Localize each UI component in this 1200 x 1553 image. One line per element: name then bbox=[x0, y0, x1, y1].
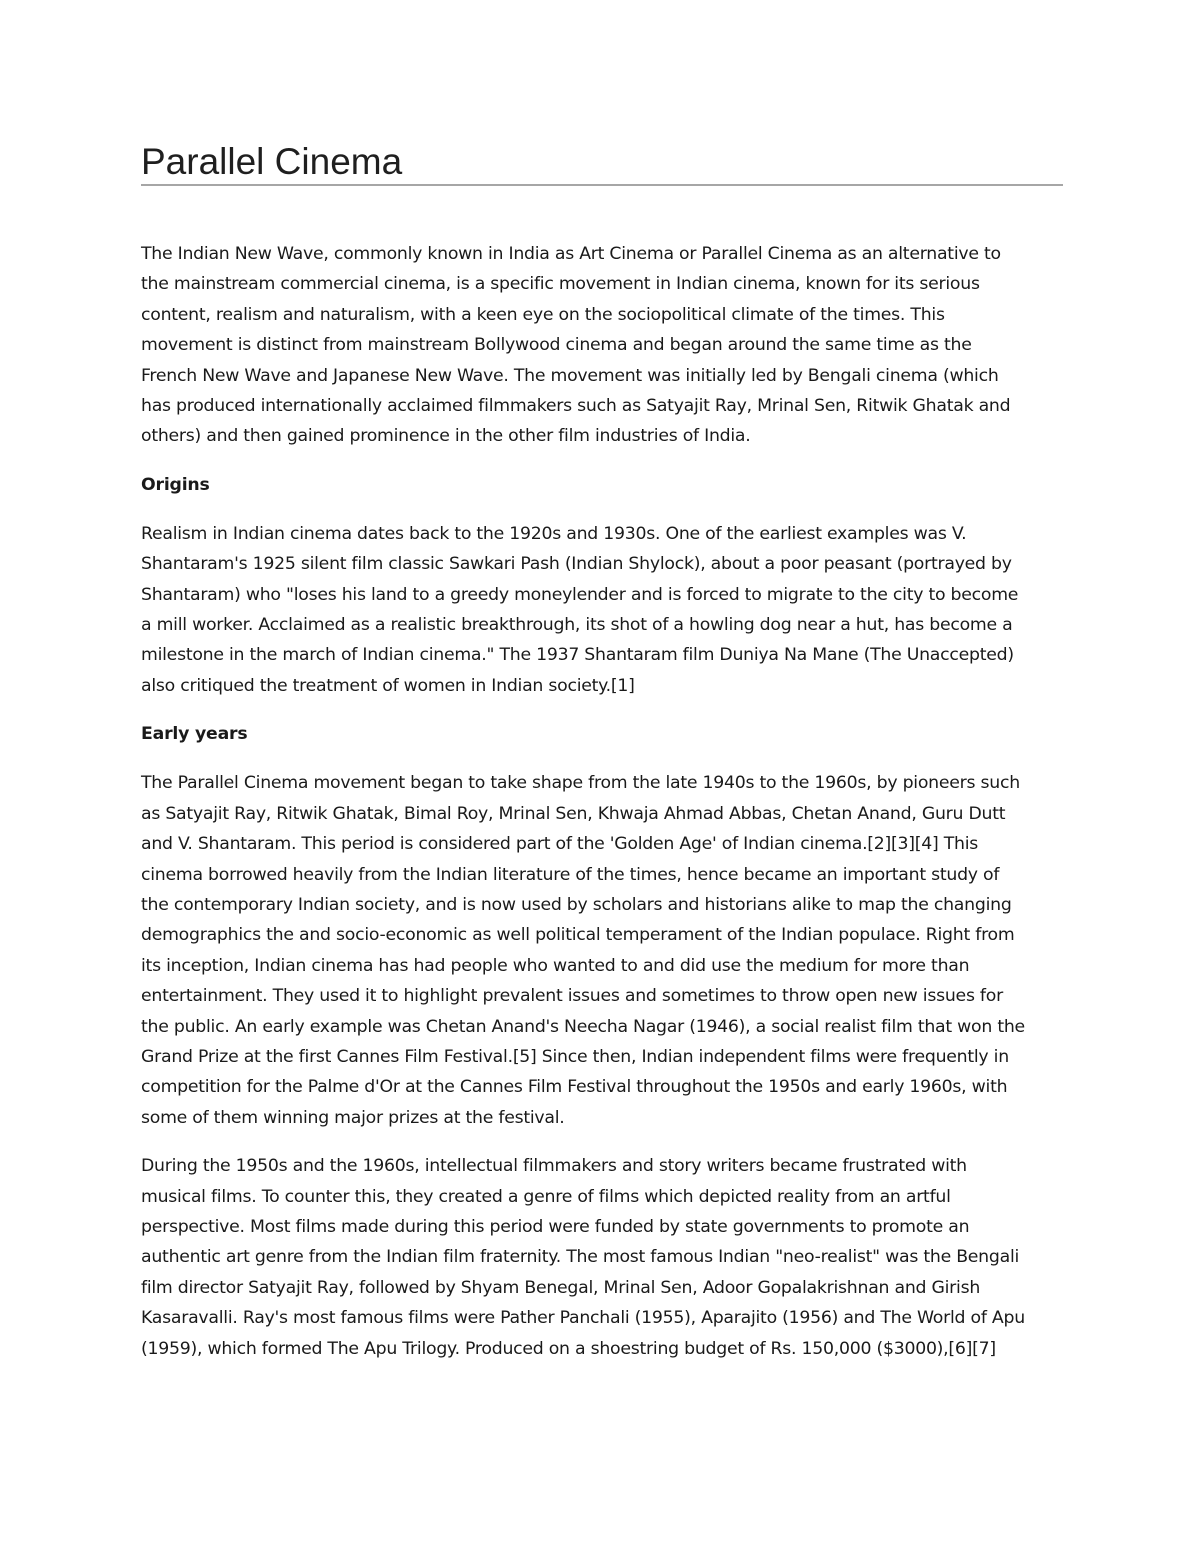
early-years-paragraph-2 bbox=[141, 1151, 1063, 1364]
text-line: perspective. Most films made during this period were funded by state governments to promote an bbox=[141, 1216, 970, 1237]
document-title: Parallel Cinema bbox=[141, 141, 403, 182]
text-line: its inception, Indian cinema has had people who wanted to and did use the medium for more than bbox=[141, 955, 970, 976]
text-line: as Satyajit Ray, Ritwik Ghatak, Bimal Roy, Mrinal Sen, Khwaja Ahmad Abbas, Chetan Anand, Guru Dutt bbox=[141, 803, 1006, 824]
text-line: The Parallel Cinema movement began to take shape from the late 1940s to the 1960s, by pioneers such bbox=[141, 773, 1020, 794]
text-line: authentic art genre from the Indian film fraternity. The most famous Indian "neo-realist" was the Bengali bbox=[141, 1247, 1020, 1268]
section-heading-early-years: Early years bbox=[141, 724, 248, 745]
text-line: Shantaram) who "loses his land to a greedy moneylender and is forced to migrate to the city to become bbox=[141, 584, 1019, 605]
origins-paragraph bbox=[141, 519, 1063, 701]
text-line: movement is distinct from mainstream Bollywood cinema and began around the same time as the bbox=[141, 335, 972, 356]
text-line: The Indian New Wave, commonly known in India as Art Cinema or Parallel Cinema as an alternative to bbox=[141, 244, 1001, 264]
title-underline bbox=[141, 184, 1063, 186]
section-heading-origins: Origins bbox=[141, 474, 210, 495]
text-line: some of them winning major prizes at the festival. bbox=[141, 1107, 565, 1128]
text-line: the contemporary Indian society, and is now used by scholars and historians alike to map the changing bbox=[141, 894, 1012, 915]
text-line: During the 1950s and the 1960s, intellectual filmmakers and story writers became frustrated with bbox=[141, 1156, 967, 1177]
text-line: milestone in the march of Indian cinema." The 1937 Shantaram film Duniya Na Mane (The Unaccepted) bbox=[141, 645, 1014, 666]
text-line: the mainstream commercial cinema, is a specific movement in Indian cinema, known for its serious bbox=[141, 274, 980, 295]
text-line: Grand Prize at the first Cannes Film Festival.[5] Since then, Indian independent films were frequently in bbox=[141, 1046, 1009, 1067]
text-line: Kasaravalli. Ray's most famous films were Pather Panchali (1955), Aparajito (1956) and The World of Apu bbox=[141, 1308, 1025, 1329]
text-line: demographics the and socio-economic as well political temperament of the Indian populace. Right from bbox=[141, 925, 1015, 946]
text-line: (1959), which formed The Apu Trilogy. Produced on a shoestring budget of Rs. 150,000 ($3000),[6][7] bbox=[141, 1338, 996, 1359]
intro-paragraph bbox=[141, 239, 1063, 452]
text-line: the public. An early example was Chetan Anand's Neecha Nagar (1946), a social realist film that won the bbox=[141, 1016, 1025, 1037]
text-line: also critiqued the treatment of women in Indian society.[1] bbox=[141, 675, 635, 696]
text-line: a mill worker. Acclaimed as a realistic breakthrough, its shot of a howling dog near a hut, has become a bbox=[141, 615, 1013, 636]
early-years-paragraph-1 bbox=[141, 768, 1063, 1133]
text-line: film director Satyajit Ray, followed by Shyam Benegal, Mrinal Sen, Adoor Gopalakrishnan and Girish bbox=[141, 1277, 981, 1298]
text-line: has produced internationally acclaimed filmmakers such as Satyajit Ray, Mrinal Sen, Ritwik Ghatak and bbox=[141, 396, 1011, 417]
text-line: Realism in Indian cinema dates back to the 1920s and 1930s. One of the earliest examples was V. bbox=[141, 523, 967, 544]
text-line: Shantaram's 1925 silent film classic Sawkari Pash (Indian Shylock), about a poor peasant (portrayed by bbox=[141, 554, 1012, 575]
text-line: others) and then gained prominence in the other film industries of India. bbox=[141, 426, 751, 447]
text-line: competition for the Palme d'Or at the Cannes Film Festival throughout the 1950s and early 1960s, with bbox=[141, 1077, 1008, 1098]
text-line: content, realism and naturalism, with a keen eye on the sociopolitical climate of the times. This bbox=[141, 304, 945, 325]
document-page bbox=[141, 140, 1063, 1382]
text-line: cinema borrowed heavily from the Indian literature of the times, hence became an important study of bbox=[141, 864, 1000, 885]
text-line: French New Wave and Japanese New Wave. The movement was initially led by Bengali cinema (which bbox=[141, 365, 999, 386]
text-line: musical films. To counter this, they created a genre of films which depicted reality from an artful bbox=[141, 1186, 951, 1207]
text-line: entertainment. They used it to highlight prevalent issues and sometimes to throw open new issues for bbox=[141, 986, 1003, 1007]
text-line: and V. Shantaram. This period is considered part of the 'Golden Age' of Indian cinema.[2][3][4] This bbox=[141, 834, 979, 855]
